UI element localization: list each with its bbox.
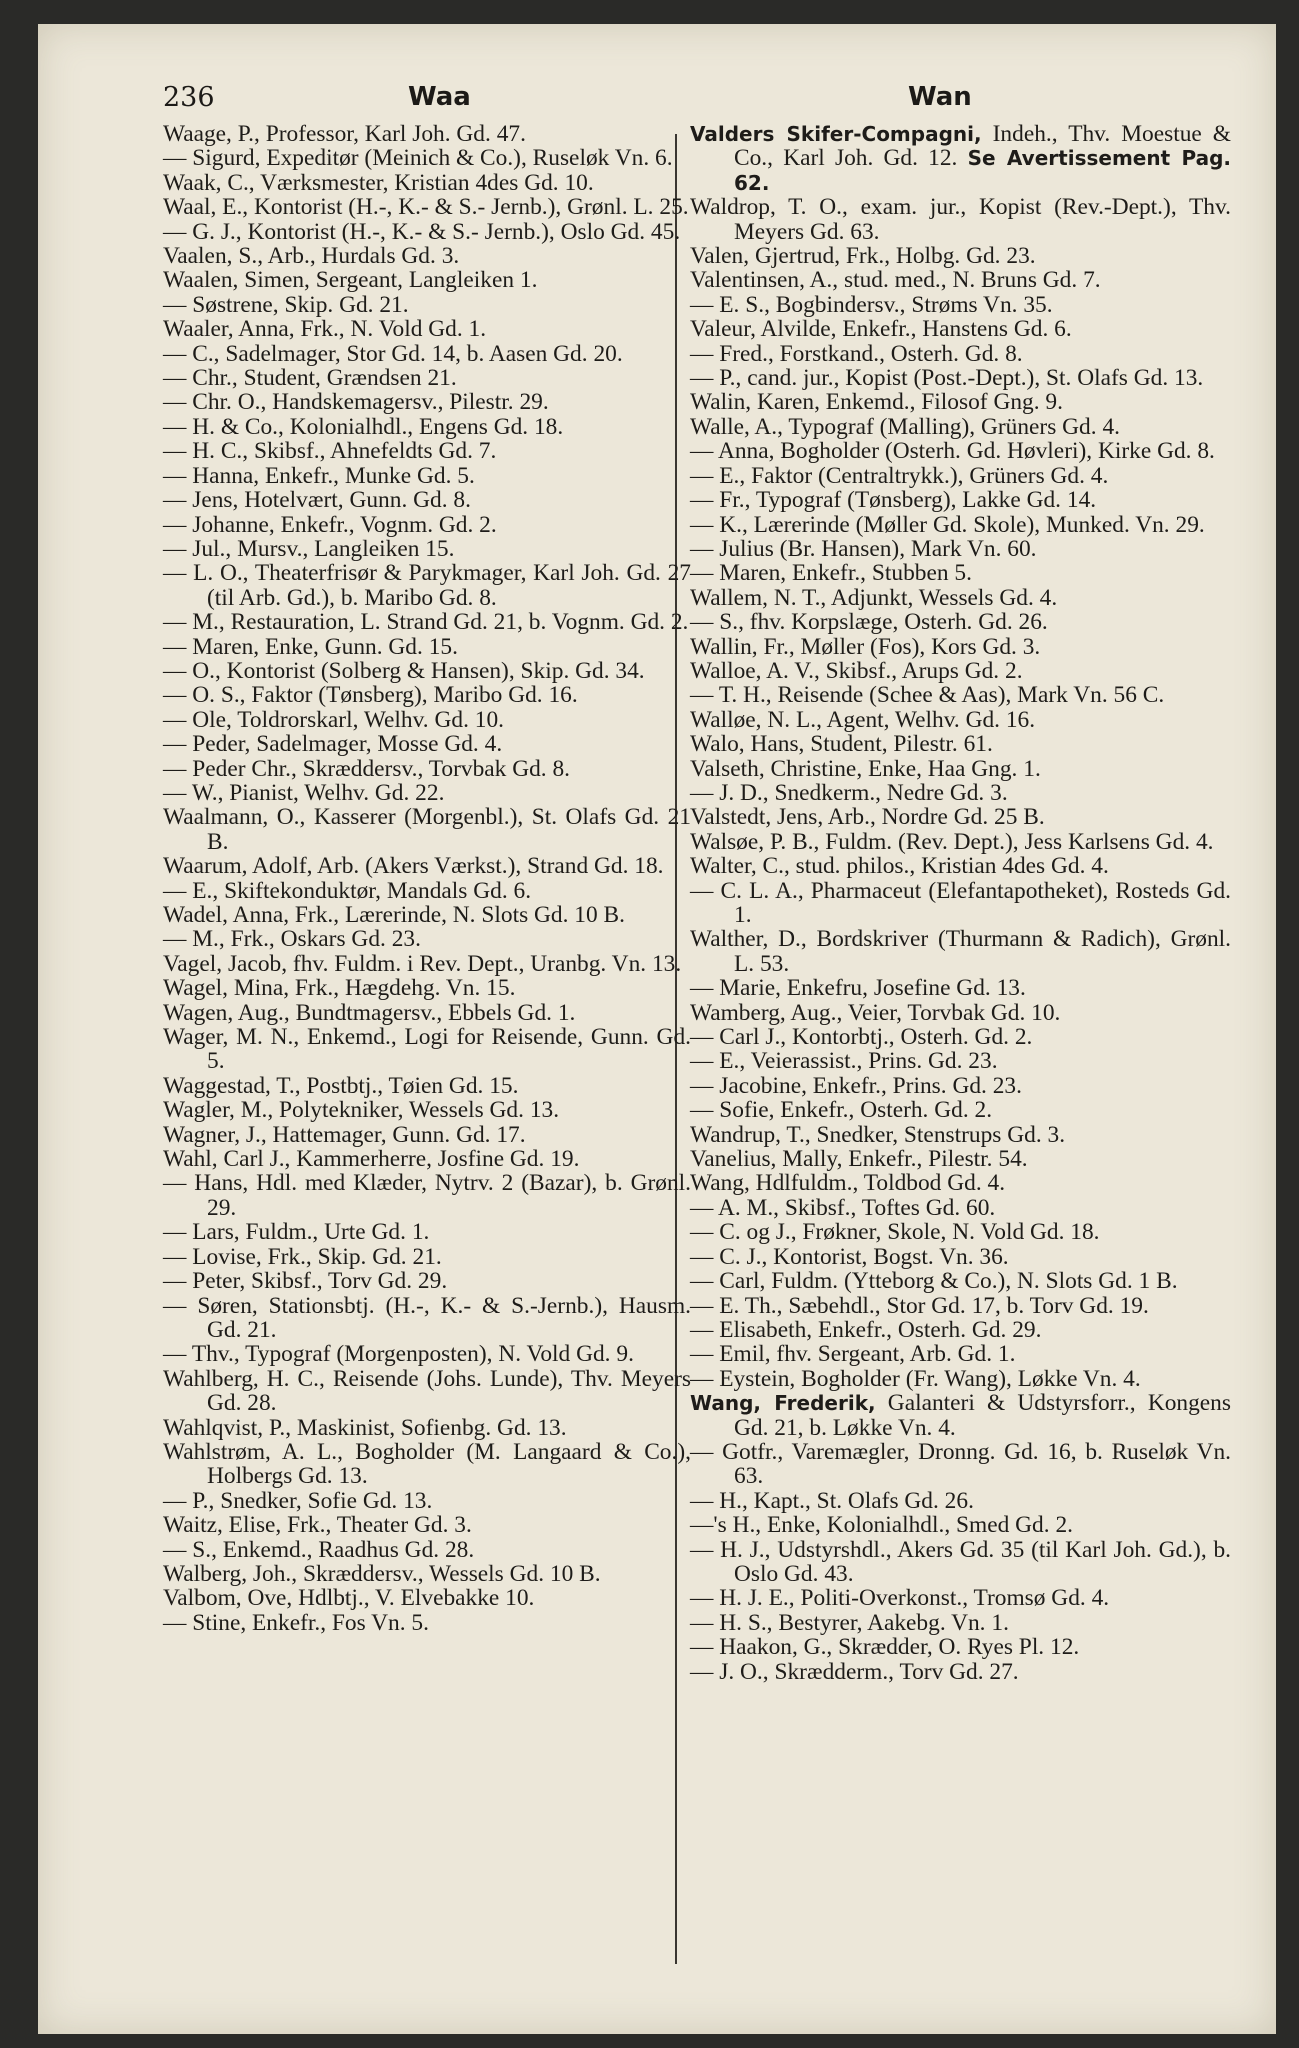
directory-entry: [690, 879, 1231, 928]
directory-entry: — E., Skiftekonduktør, Mandals Gd. 6.: [163, 877, 532, 904]
directory-entry: [690, 1245, 1231, 1269]
directory-entry: Waaler, Anna, Frk., N. Vold Gd. 1.: [163, 316, 487, 343]
directory-page: [38, 24, 1276, 2034]
directory-entry: [690, 1367, 1231, 1391]
directory-entry: — Ole, Toldrorskarl, Welhv. Gd. 10.: [163, 706, 505, 733]
entry-text: — E., Faktor (Centraltrykk.), Grüners Gd. 4.: [690, 462, 1109, 489]
entry-text: Walle, A., Typograf (Malling), Grüners Gd. 4.: [690, 413, 1120, 440]
directory-entry: [690, 342, 1231, 366]
directory-entry: Waalen, Simen, Sergeant, Langleiken 1.: [163, 267, 538, 294]
directory-entry: — Johanne, Enkefr., Vognm. Gd. 2.: [163, 511, 497, 538]
directory-entry: — Chr. O., Handskemagersv., Pilestr. 29.: [163, 389, 549, 416]
directory-entry: Walberg, Joh., Skræddersv., Wessels Gd. 10 B.: [163, 1560, 601, 1587]
entry-text: Walloe, A. V., Skibsf., Arups Gd. 2.: [690, 657, 1023, 684]
directory-entry: [690, 1489, 1231, 1513]
entry-text: Valentinsen, A., stud. med., N. Bruns Gd. 7.: [690, 267, 1101, 294]
directory-entry: [690, 488, 1231, 512]
directory-entry: [690, 1635, 1231, 1659]
entry-text: — Anna, Bogholder (Osterh. Gd. Høvleri), Kirke Gd. 8.: [690, 438, 1215, 465]
directory-entry: [690, 561, 1231, 585]
right-column: [690, 122, 1231, 1684]
directory-entry: Waarum, Adolf, Arb. (Akers Værkst.), Strand Gd. 18.: [163, 853, 664, 880]
directory-entry: [690, 1342, 1231, 1366]
entry-text: Valstedt, Jens, Arb., Nordre Gd. 25 B.: [690, 804, 1045, 831]
directory-entry: [690, 708, 1231, 732]
entry-text: Wandrup, T., Snedker, Stenstrups Gd. 3.: [690, 1121, 1066, 1148]
directory-entry: Vaalen, S., Arb., Hurdals Gd. 3.: [163, 243, 460, 270]
directory-entry: — Hanna, Enkefr., Munke Gd. 5.: [163, 462, 475, 489]
entry-text: Wallin, Fr., Møller (Fos), Kors Gd. 3.: [690, 633, 1041, 660]
entry-text: — Maren, Enkefr., Stubben 5.: [690, 560, 972, 587]
directory-entry: Valbom, Ove, Hdlbtj., V. Elvebakke 10.: [163, 1585, 535, 1612]
directory-entry: Waggestad, T., Postbtj., Tøien Gd. 15.: [163, 1072, 519, 1099]
directory-entry: — Jens, Hotelvært, Gunn. Gd. 8.: [163, 487, 471, 514]
directory-entry: — L. O., Theaterfrisør & Parykmager, Karl Joh. Gd. 27 (til Arb. Gd.), b. Maribo Gd. 8.: [163, 560, 691, 611]
directory-entry: Wahlqvist, P., Maskinist, Sofienbg. Gd. 13.: [163, 1414, 567, 1441]
directory-entry: [690, 1025, 1231, 1049]
entry-text: — E. Th., Sæbehdl., Stor Gd. 17, b. Torv Gd. 19.: [690, 1292, 1149, 1319]
directory-entry: — Søstrene, Skip. Gd. 21.: [163, 291, 409, 318]
directory-entry: Wadel, Anna, Frk., Lærerinde, N. Slots Gd. 10 B.: [163, 902, 625, 928]
directory-entry: [690, 195, 1231, 244]
entry-text: Valseth, Christine, Enke, Haa Gng. 1.: [690, 755, 1041, 782]
directory-entry: — Jul., Mursv., Langleiken 15.: [163, 535, 455, 562]
directory-entry: [690, 268, 1231, 292]
entry-text: — C. og J., Frøkner, Skole, N. Vold Gd. 18.: [690, 1219, 1100, 1246]
directory-entry: [690, 1171, 1231, 1195]
entry-text: — Eystein, Bogholder (Fr. Wang), Løkke Vn. 4.: [690, 1365, 1141, 1392]
directory-entry: [690, 830, 1231, 854]
bold-entry-name: Wang, Frederik,: [690, 1391, 876, 1416]
entry-text: Walo, Hans, Student, Pilestr. 61.: [690, 731, 993, 758]
entry-text: — Elisabeth, Enkefr., Osterh. Gd. 29.: [690, 1316, 1042, 1343]
entry-text: — Julius (Br. Hansen), Mark Vn. 60.: [690, 535, 1037, 562]
entry-text: — Haakon, G., Skrædder, O. Ryes Pl. 12.: [690, 1634, 1080, 1661]
directory-entry: [690, 1001, 1231, 1025]
entry-text: Wallem, N. T., Adjunkt, Wessels Gd. 4.: [690, 584, 1058, 611]
directory-entry: [690, 464, 1231, 488]
entry-text: Indeh., Thv. Moestue & Co., Karl Joh. Gd. 12.: [734, 121, 1231, 172]
entry-text: — C. L. A., Pharmaceut (Elefantapotheket), Rosteds Gd. 1.: [690, 877, 1231, 928]
directory-entry: Waage, P., Professor, Karl Joh. Gd. 47.: [163, 121, 526, 147]
entry-text: — S., fhv. Korpslæge, Osterh. Gd. 26.: [690, 609, 1048, 636]
directory-entry: [690, 1391, 1231, 1440]
directory-entry: — Thv., Typograf (Morgenposten), N. Vold Gd. 9.: [163, 1341, 634, 1368]
directory-entry: [690, 1586, 1231, 1610]
directory-entry: [690, 1538, 1231, 1587]
directory-entry: — Peder Chr., Skræddersv., Torvbak Gd. 8.: [163, 755, 571, 782]
directory-entry: [690, 1318, 1231, 1342]
entry-text: — Emil, fhv. Sergeant, Arb. Gd. 1.: [690, 1341, 1016, 1368]
directory-entry: — Hans, Hdl. med Klæder, Nytrv. 2 (Bazar), b. Grønl. 29.: [163, 1170, 691, 1221]
entry-text: — Fr., Typograf (Tønsberg), Lakke Gd. 14.: [690, 487, 1097, 514]
entry-text: Valeur, Alvilde, Enkefr., Hanstens Gd. 6.: [690, 316, 1072, 343]
directory-entry: [690, 1269, 1231, 1293]
directory-entry: — H. C., Skibsf., Ahnefeldts Gd. 7.: [163, 438, 497, 465]
directory-entry: Wahlberg, H. C., Reisende (Johs. Lunde), Thv. Meyers Gd. 28.: [163, 1365, 691, 1417]
directory-entry: [690, 1611, 1231, 1635]
directory-entry: [690, 805, 1231, 829]
directory-entry: — O. S., Faktor (Tønsberg), Maribo Gd. 16.: [163, 682, 578, 709]
directory-entry: — Peder, Sadelmager, Mosse Gd. 4.: [163, 731, 503, 758]
directory-entry: — Chr., Student, Grændsen 21.: [163, 365, 457, 392]
directory-entry: [690, 293, 1231, 317]
entry-text: — A. M., Skibsf., Toftes Gd. 60.: [690, 1194, 996, 1221]
directory-entry: [690, 683, 1231, 707]
entry-text: Walsøe, P. B., Fuldm. (Rev. Dept.), Jess Karlsens Gd. 4.: [690, 828, 1214, 855]
directory-entry: — Lovise, Frk., Skip. Gd. 21.: [163, 1243, 442, 1270]
directory-entry: — Maren, Enke, Gunn. Gd. 15.: [163, 633, 458, 660]
directory-entry: Waalmann, O., Kasserer (Morgenbl.), St. Olafs Gd. 21 B.: [163, 804, 691, 855]
page-header: [38, 60, 1276, 113]
directory-entry: — Sigurd, Expeditør (Meinich & Co.), Ruseløk Vn. 6.: [163, 145, 673, 172]
directory-entry: Wager, M. N., Enkemd., Logi for Reisende, Gunn. Gd. 5.: [163, 1024, 691, 1075]
entry-text: Walther, D., Bordskriver (Thurmann & Radich), Grønl. L. 53.: [690, 926, 1231, 977]
directory-entry: — S., Enkemd., Raadhus Gd. 28.: [163, 1536, 475, 1563]
entry-text: — Fred., Forstkand., Osterh. Gd. 8.: [690, 340, 1023, 367]
directory-entry: [690, 1074, 1231, 1098]
directory-entry: Vagel, Jacob, fhv. Fuldm. i Rev. Dept., Uranbg. Vn. 13.: [163, 950, 682, 977]
directory-entry: — P., Snedker, Sofie Gd. 13.: [163, 1487, 433, 1514]
directory-entry: [690, 415, 1231, 439]
entry-text: Walter, C., stud. philos., Kristian 4des Gd. 4.: [690, 853, 1109, 880]
directory-entry: [690, 610, 1231, 634]
directory-entry: [690, 781, 1231, 805]
page-number: 236: [163, 82, 215, 113]
directory-entry: [690, 1049, 1231, 1073]
directory-entry: [690, 1196, 1231, 1220]
entry-text: — C. J., Kontorist, Bogst. Vn. 36.: [690, 1243, 1009, 1270]
entry-text: — E., Veierassist., Prins. Gd. 23.: [690, 1048, 998, 1075]
entry-text: — Carl J., Kontorbtj., Osterh. Gd. 2.: [690, 1024, 1033, 1051]
entry-text: — T. H., Reisende (Schee & Aas), Mark Vn. 56 C.: [690, 682, 1165, 709]
entry-text: — H., Kapt., St. Olafs Gd. 26.: [690, 1487, 974, 1514]
entry-text: Walløe, N. L., Agent, Welhv. Gd. 16.: [690, 706, 1036, 733]
directory-entry: — Søren, Stationsbtj. (H.-, K.- & S.-Jernb.), Hausm. Gd. 21.: [163, 1292, 691, 1343]
directory-entry: [690, 1294, 1231, 1318]
entry-text: — Carl, Fuldm. (Ytteborg & Co.), N. Slots Gd. 1 B.: [690, 1268, 1178, 1295]
directory-entry: — H. & Co., Kolonialhdl., Engens Gd. 18.: [163, 413, 564, 440]
directory-entry: [690, 1147, 1231, 1171]
directory-entry: Waal, E., Kontorist (H.-, K.- & S.- Jernb.), Grønl. L. 25.: [163, 194, 689, 221]
directory-entry: [690, 513, 1231, 537]
entry-text: —'s H., Enke, Kolonialhdl., Smed Gd. 2.: [690, 1512, 1073, 1539]
entry-text: — Sofie, Enkefr., Osterh. Gd. 2.: [690, 1097, 993, 1124]
directory-entry: — Stine, Enkefr., Fos Vn. 5.: [163, 1609, 429, 1636]
directory-entry: Wagel, Mina, Frk., Hægdehg. Vn. 15.: [163, 975, 516, 1002]
directory-entry: [690, 122, 1231, 195]
directory-entry: [690, 366, 1231, 390]
directory-entry: — G. J., Kontorist (H.-, K.- & S.- Jernb.), Oslo Gd. 45.: [163, 218, 681, 245]
entry-text: — J. O., Skrædderm., Torv Gd. 27.: [690, 1658, 1019, 1685]
entry-text: Wang, Hdlfuldm., Toldbod Gd. 4.: [690, 1170, 1006, 1197]
advertisement-note: Se Avertissement Pag. 62.: [734, 146, 1231, 195]
left-guide-word: Waa: [408, 82, 471, 112]
directory-entry: [690, 659, 1231, 683]
entry-text: — H. J. E., Politi-Overkonst., Tromsø Gd. 4.: [690, 1585, 1110, 1612]
directory-entry: [690, 317, 1231, 341]
entry-text: Vanelius, Mally, Enkefr., Pilestr. 54.: [690, 1146, 1028, 1173]
directory-entry: [690, 635, 1231, 659]
directory-entry: Waak, C., Værksmester, Kristian 4des Gd. 10.: [163, 169, 594, 196]
entry-text: — H. S., Bestyrer, Aakebg. Vn. 1.: [690, 1609, 1009, 1636]
entry-text: — K., Lærerinde (Møller Gd. Skole), Munked. Vn. 29.: [690, 511, 1205, 538]
directory-entry: Wagler, M., Polytekniker, Wessels Gd. 13.: [163, 1097, 560, 1124]
entry-text: — J. D., Snedkerm., Nedre Gd. 3.: [690, 779, 1008, 806]
bold-entry-name: Valders Skifer-Compagni,: [690, 122, 982, 146]
right-guide-word: Wan: [908, 82, 972, 112]
left-column: [163, 122, 691, 1635]
directory-entry: [690, 1123, 1231, 1147]
entry-text: Walin, Karen, Enkemd., Filosof Gng. 9.: [690, 389, 1063, 416]
entry-text: Wamberg, Aug., Veier, Torvbak Gd. 10.: [690, 999, 1061, 1026]
directory-entry: Waitz, Elise, Frk., Theater Gd. 3.: [163, 1512, 472, 1539]
directory-entry: [690, 1513, 1231, 1537]
directory-entry: — M., Restauration, L. Strand Gd. 21, b. Vognm. Gd. 2.: [163, 609, 689, 636]
directory-entry: [690, 927, 1231, 976]
entry-text: Valen, Gjertrud, Frk., Holbg. Gd. 23.: [690, 243, 1036, 270]
directory-entry: — M., Frk., Oskars Gd. 23.: [163, 926, 421, 953]
directory-entry: [690, 732, 1231, 756]
entry-text: Waldrop, T. O., exam. jur., Kopist (Rev.-Dept.), Thv. Meyers Gd. 63.: [690, 194, 1231, 245]
directory-entry: [690, 757, 1231, 781]
entry-text: — Gotfr., Varemægler, Dronng. Gd. 16, b. Ruseløk Vn. 63.: [690, 1438, 1231, 1490]
directory-entry: — Lars, Fuldm., Urte Gd. 1.: [163, 1219, 430, 1246]
directory-entry: — C., Sadelmager, Stor Gd. 14, b. Aasen Gd. 20.: [163, 340, 623, 367]
directory-entry: Wagen, Aug., Bundtmagersv., Ebbels Gd. 1.: [163, 999, 576, 1026]
directory-entry: [690, 244, 1231, 268]
directory-entry: Wagner, J., Hattemager, Gunn. Gd. 17.: [163, 1121, 526, 1148]
directory-entry: [690, 1220, 1231, 1244]
directory-entry: [690, 390, 1231, 414]
entry-text: — H. J., Udstyrshdl., Akers Gd. 35 (til Karl Joh. Gd.), b. Oslo Gd. 43.: [690, 1536, 1231, 1587]
directory-entry: [690, 586, 1231, 610]
directory-entry: [690, 439, 1231, 463]
entry-text: Galanteri & Udstyrsforr., Kongens Gd. 21, b. Løkke Vn. 4.: [734, 1390, 1231, 1441]
entry-text: — E. S., Bogbindersv., Strøms Vn. 35.: [690, 291, 1053, 318]
directory-entry: — Peter, Skibsf., Torv Gd. 29.: [163, 1268, 448, 1295]
entry-text: — Jacobine, Enkefr., Prins. Gd. 23.: [690, 1072, 1022, 1099]
directory-entry: — O., Kontorist (Solberg & Hansen), Skip. Gd. 34.: [163, 657, 645, 684]
directory-entry: — W., Pianist, Welhv. Gd. 22.: [163, 779, 445, 806]
directory-entry: [690, 1660, 1231, 1684]
directory-entry: Wahlstrøm, A. L., Bogholder (M. Langaard & Co.), Holbergs Gd. 13.: [163, 1438, 691, 1490]
directory-entry: [690, 1440, 1231, 1489]
directory-entry: [690, 1098, 1231, 1122]
directory-entry: [690, 976, 1231, 1000]
entry-text: — P., cand. jur., Kopist (Post.-Dept.), St. Olafs Gd. 13.: [690, 365, 1204, 392]
directory-entry: [690, 854, 1231, 878]
directory-entry: [690, 537, 1231, 561]
directory-entry: Wahl, Carl J., Kammerherre, Josfine Gd. 19.: [163, 1146, 580, 1173]
entry-text: — Marie, Enkefru, Josefine Gd. 13.: [690, 975, 1026, 1002]
